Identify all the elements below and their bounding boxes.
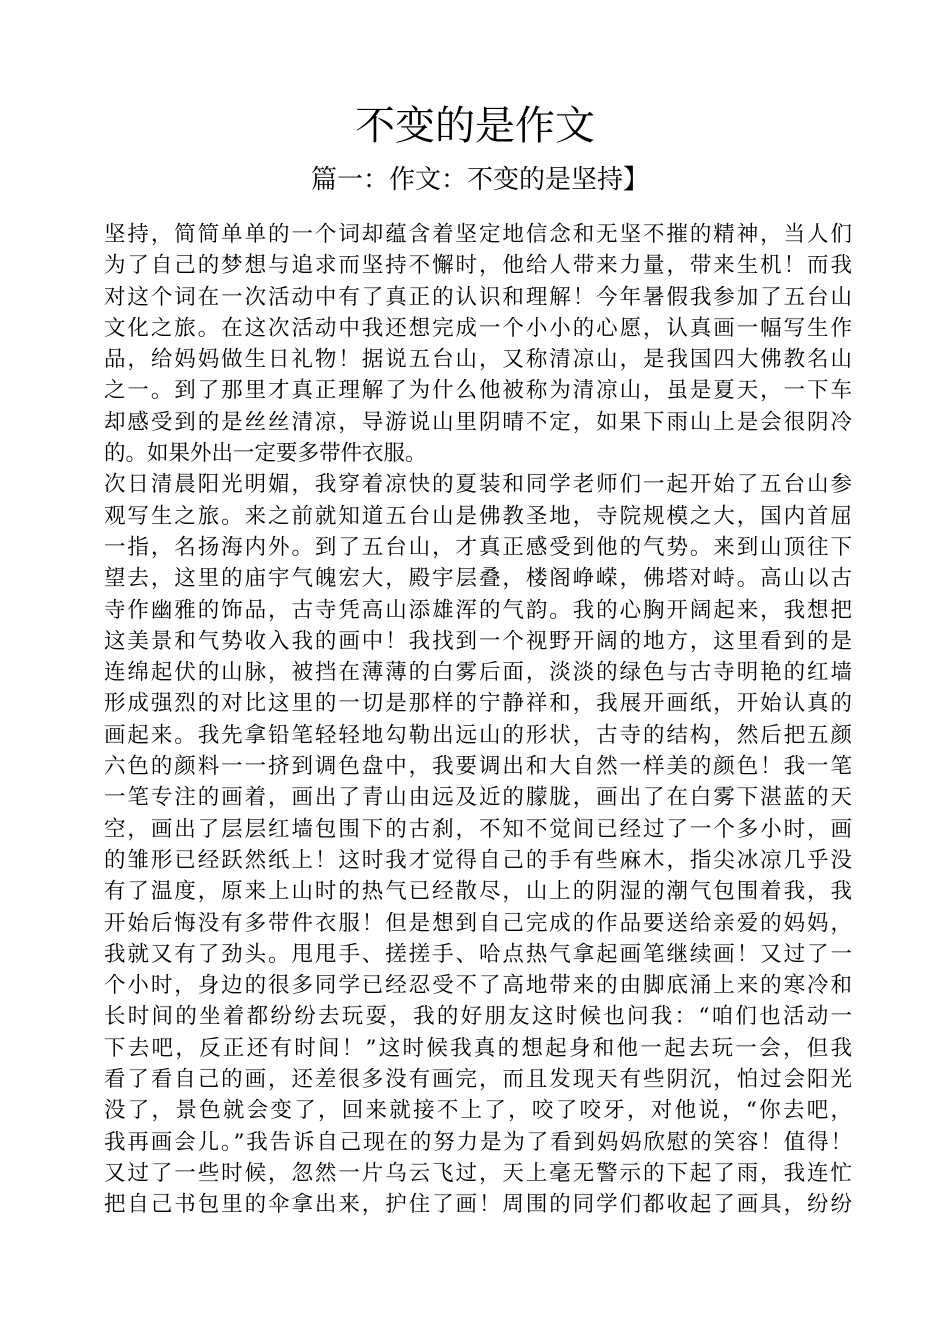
- essay-body: [104, 219, 852, 1221]
- text-line: 下去吧，反正还有时间！”这时候我真的想起身和他一起去玩一会，但我: [104, 1035, 852, 1061]
- text-line: 没了，景色就会变了，回来就接不上了，咬了咬牙，对他说，“你去吧，: [104, 1098, 852, 1124]
- text-line: 六色的颜料一一挤到调色盘中，我要调出和大自然一样美的颜色！我一笔: [104, 754, 852, 780]
- text-line: 一笔专注的画着，画出了青山由远及近的朦胧，画出了在白雾下湛蓝的天: [104, 785, 852, 811]
- text-line: 我再画会儿。”我告诉自己现在的努力是为了看到妈妈欣慰的笑容！值得！: [104, 1129, 852, 1155]
- text-line: 长时间的坐着都纷纷去玩耍，我的好朋友这时候也问我：“咱们也活动一: [104, 1004, 852, 1030]
- text-line: 文化之旅。在这次活动中我还想完成一个小小的心愿，认真画一幅写生作: [104, 315, 852, 341]
- text-line: 开始后悔没有多带件衣服！但是想到自己完成的作品要送给亲爱的妈妈，: [104, 910, 852, 936]
- text-line: 画起来。我先拿铅笔轻轻地勾勒出远山的形状，古寺的结构，然后把五颜: [104, 722, 852, 748]
- text-line: 的。如果外出一定要多带件衣服。: [104, 441, 427, 467]
- document-title: 不变的是作文: [355, 103, 595, 149]
- text-line: 次日清晨阳光明媚，我穿着凉快的夏装和同学老师们一起开始了五台山参: [104, 472, 852, 498]
- text-line: 看了看自己的画，还差很多没有画完，而且发现天有些阴沉，怕过会阳光: [104, 1067, 852, 1093]
- text-line: 空，画出了层层红墙包围下的古刹，不知不觉间已经过了一个多小时，画: [104, 816, 852, 842]
- text-line: 之一。到了那里才真正理解了为什么他被称为清凉山，虽是夏天，一下车: [104, 378, 852, 404]
- text-line: 品，给妈妈做生日礼物！据说五台山，又称清凉山，是我国四大佛教名山: [104, 347, 852, 373]
- text-line: 这美景和气势收入我的画中！我找到一个视野开阔的地方，这里看到的是: [104, 628, 852, 654]
- document-subtitle: 篇一：作文：不变的是坚持】: [310, 165, 649, 195]
- text-line: 连绵起伏的山脉，被挡在薄薄的白雾后面，淡淡的绿色与古寺明艳的红墙: [104, 660, 852, 686]
- text-line: 的雏形已经跃然纸上！这时我才觉得自己的手有些麻木，指尖冰凉几乎没: [104, 847, 852, 873]
- text-line: 观写生之旅。来之前就知道五台山是佛教圣地，寺院规模之大，国内首屈: [104, 503, 852, 529]
- text-line: 望去，这里的庙宇气魄宏大，殿宇层叠，楼阁峥嵘，佛塔对峙。高山以古: [104, 566, 852, 592]
- text-line: 一指，名扬海内外。到了五台山，才真正感受到他的气势。来到山顶往下: [104, 534, 852, 560]
- text-line: 个小时，身边的很多同学已经忍受不了高地带来的由脚底涌上来的寒冷和: [104, 973, 852, 999]
- text-line: 又过了一些时候，忽然一片乌云飞过，天上毫无警示的下起了雨，我连忙: [104, 1160, 852, 1186]
- text-line: 有了温度，原来上山时的热气已经散尽，山上的阴湿的潮气包围着我，我: [104, 879, 852, 905]
- text-line: 我就又有了劲头。甩甩手、搓搓手、哈点热气拿起画笔继续画！又过了一: [104, 941, 852, 967]
- text-line: 形成强烈的对比这里的一切是那样的宁静祥和，我展开画纸，开始认真的: [104, 691, 852, 717]
- text-line: 坚持，简简单单的一个词却蕴含着坚定地信念和无坚不摧的精神，当人们: [104, 222, 852, 247]
- text-line: 对这个词在一次活动中有了真正的认识和理解！今年暑假我参加了五台山: [104, 284, 852, 310]
- text-line: 把自己书包里的伞拿出来，护住了画！周围的同学们都收起了画具，纷纷: [104, 1192, 852, 1218]
- text-line: 却感受到的是丝丝清凉，导游说山里阴晴不定，如果下雨山上是会很阴冷: [104, 409, 852, 435]
- text-line: 寺作幽雅的饰品，古寺凭高山添雄浑的气韵。我的心胸开阔起来，我想把: [104, 597, 852, 623]
- text-line: 为了自己的梦想与追求而坚持不懈时，他给人带来力量，带来生机！而我: [104, 253, 852, 279]
